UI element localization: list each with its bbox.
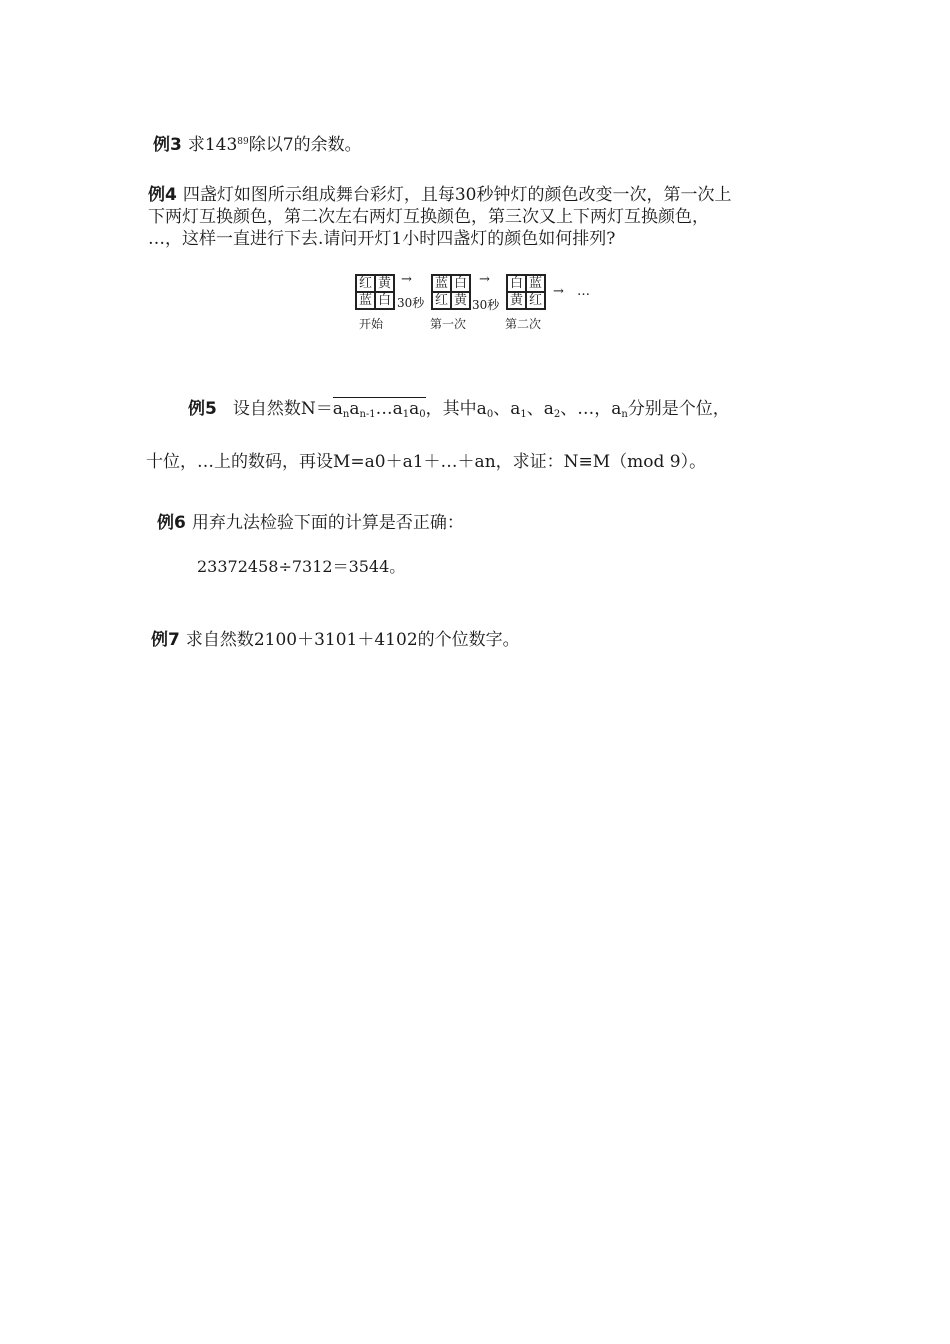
lamp-cell: 红 xyxy=(526,292,545,309)
lamp-grid-start xyxy=(355,274,395,310)
lamp-cell: 蓝 xyxy=(526,275,545,292)
lamp-cell: 红 xyxy=(432,292,451,309)
caption-second: 第二次 xyxy=(505,317,542,331)
arrow-icon: → xyxy=(401,272,412,287)
arrow-icon: → xyxy=(479,272,490,287)
example-4-line-2: 下两灯互换颜色，第二次左右两灯互换颜色，第三次又上下两灯互换颜色， xyxy=(148,207,709,227)
example-3-label: 例3 xyxy=(153,135,182,155)
digit-a: a xyxy=(476,399,487,419)
example-6-label: 例6 xyxy=(157,513,186,533)
example-3 xyxy=(153,131,362,156)
digit-a: a xyxy=(409,399,420,419)
example-5-label: 例5 xyxy=(188,399,217,419)
digit-a: a xyxy=(349,399,360,419)
example-6-calc: 23372458÷7312＝3544。 xyxy=(197,557,406,576)
caption-start: 开始 xyxy=(359,317,384,331)
digit-a: a xyxy=(332,399,343,419)
interval-label: 30秒 xyxy=(397,296,425,310)
example-4-label: 例4 xyxy=(148,185,177,205)
arrow-icon: → xyxy=(553,284,564,299)
digit-overline xyxy=(333,397,426,419)
lamp-cell: 白 xyxy=(507,275,526,292)
example-3-text-a: 求143 xyxy=(187,135,238,155)
digit-dots: … xyxy=(375,399,393,419)
example-5-text-c: 分别是个位， xyxy=(627,399,730,419)
example-7-label: 例7 xyxy=(151,630,180,650)
digit-sub: n xyxy=(342,409,350,420)
lamp-cell: 蓝 xyxy=(356,292,375,309)
exponent: 89 xyxy=(237,137,249,147)
lamp-cell: 红 xyxy=(356,275,375,292)
caption-first: 第一次 xyxy=(430,317,467,331)
example-7 xyxy=(151,629,520,651)
lamp-cell: 黄 xyxy=(507,292,526,309)
lamp-diagram xyxy=(355,274,600,334)
digit-a: a xyxy=(543,399,554,419)
example-3-text-b: 除以7的余数。 xyxy=(248,135,362,155)
example-5-text-a: 设自然数N＝ xyxy=(232,399,333,419)
lamp-cell: 蓝 xyxy=(432,275,451,292)
example-6 xyxy=(157,512,464,534)
separator: 、 xyxy=(493,399,511,419)
ellipsis: … xyxy=(577,284,590,299)
example-4-text-1: 四盏灯如图所示组成舞台彩灯，且每30秒钟灯的颜色改变一次，第一次上 xyxy=(182,185,732,205)
example-7-text: 求自然数2100＋3101＋4102的个位数字。 xyxy=(185,630,520,650)
digit-sub: 0 xyxy=(419,409,426,420)
example-6-text: 用弃九法检验下面的计算是否正确： xyxy=(191,513,464,533)
digit-a: a xyxy=(392,399,403,419)
example-5-text-b: ，其中 xyxy=(425,399,477,419)
lamp-cell: 黄 xyxy=(451,292,470,309)
digit-sub: n xyxy=(621,409,628,420)
digit-a: a xyxy=(611,399,622,419)
lamp-cell: 白 xyxy=(451,275,470,292)
example-5-line-1 xyxy=(188,398,730,426)
lamp-grid-second xyxy=(506,274,546,310)
digit-a: a xyxy=(510,399,521,419)
digit-sub: 1 xyxy=(520,409,527,420)
digit-sub: 0 xyxy=(486,409,494,420)
separator: 、 xyxy=(526,399,544,419)
digit-sub: 2 xyxy=(553,409,561,420)
interval-label: 30秒 xyxy=(472,298,500,312)
lamp-cell: 白 xyxy=(375,292,394,309)
example-4-line-1 xyxy=(148,184,731,206)
lamp-cell: 黄 xyxy=(375,275,394,292)
digit-sub: n-1 xyxy=(359,409,376,420)
example-4-line-3: …，这样一直进行下去.请问开灯1小时四盏灯的颜色如何排列? xyxy=(148,229,616,249)
lamp-grid-first xyxy=(431,274,471,310)
separator: 、…， xyxy=(560,399,612,419)
example-5-line-2: 十位，…上的数码，再设M=a0＋a1＋…＋an，求证：N≡M（mod 9）。 xyxy=(146,452,707,472)
digit-sub: 1 xyxy=(402,409,410,420)
